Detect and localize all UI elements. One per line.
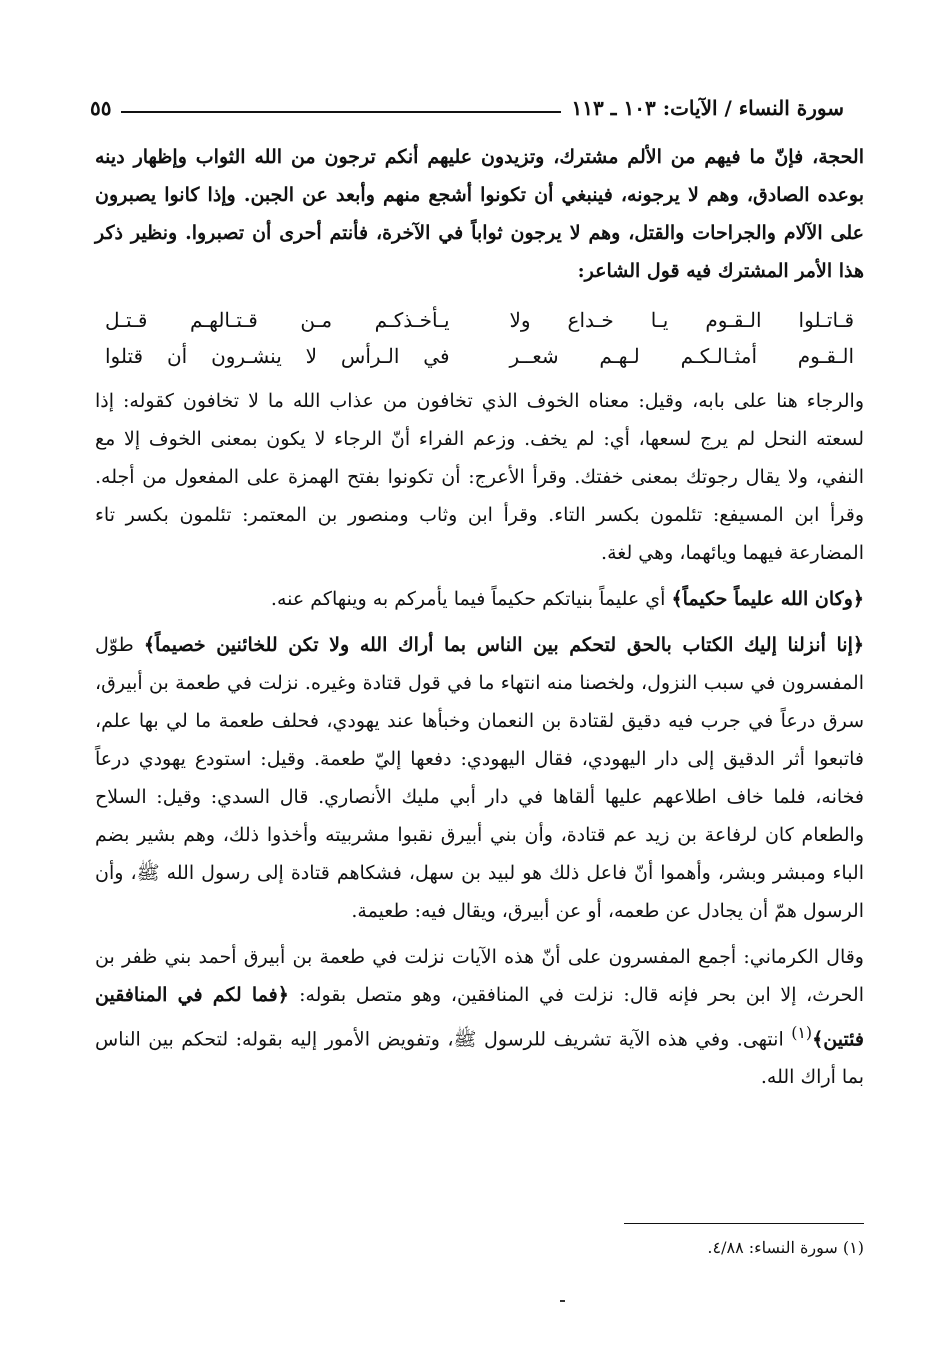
poem-line-1-first-hemistich: قـاتـلوا الـقـوم يـا خـداع ولا [509,308,854,332]
footnote-rule [624,1223,864,1224]
paragraph-4 [95,626,864,930]
page-header [90,86,844,120]
page-mark [560,1300,565,1302]
paragraph-2: والرجاء هنا على بابه، وقيل: معناه الخوف الذي تخافون من عذاب الله ما لا تخافون كقوله: إذا لسعته النحل لم يرج لسعها، أي: لم يخف. وزعم الفراء أنّ الرجاء لا يكون بمعنى الخوف إلا مع النفي، ولا يقال رجوتك بمعنى خفتك. وقرأ الأعرج: أن تكونوا بفتح الهمزة على المفعول من أجله. وقرأ ابن المسيفع: تئلمون بكسر التاء. وقرأ ابن وثاب ومنصور بن المعتمر: تئلمون بكسر تاء المضارعة فيهما ويائهما، وهي لغة. [95,390,864,564]
poem-line-2-first-hemistich: الـقـوم أمثـالـكـم لـهـم شعــر [509,344,854,368]
header-rule [121,111,561,113]
page-body [95,138,864,1096]
footnote: (١) سورة النساء: ٤/٨٨. [707,1238,864,1257]
running-title: سورة النساء / الآيات: ١٠٣ ـ ١١٣ [571,96,844,120]
poem-line-2 [105,338,854,374]
poem-line-1-second-hemistich: يـأخـذكـم مـن قـتـالهـم قـتـل [105,308,450,332]
paragraph-3-text: أي عليماً بنياتكم حكيماً فيما يأمركم به وينهاكم عنه. [270,588,672,610]
quran-verse-3: ﴿فما لكم في المنافقين فئتين﴾ [95,984,864,1051]
paragraph-1: الحجة، فإنّ ما فيهم من الألم مشترك، وتزيدون عليهم أنكم ترجون من الله الثواب وإظهار دينه بوعده الصادق، وهم لا يرجونه، فينبغي أن تكونوا أشجع منهم وأبعد عن الجبن. وإذا كانوا يصبرون على الآلام والجراحات والقتل، وهم لا يرجون ثواباً في الآخرة، فأنتم أحرى أن تصبروا. ونظير ذكر هذا الأمر المشترك فيه قول الشاعر: [95,146,864,282]
paragraph-3 [95,580,864,618]
paragraph-5-text-a: وقال الكرماني: أجمع المفسرون على أنّ هذه الآيات نزلت في طعمة بن أبيرق أحمد بني ظفر بن الحرث، إلا ابن بحر فإنه قال: نزلت في المنافقين، وهو متصل بقوله: [95,946,864,1006]
quran-verse-1: ﴿وكان الله عليماً حكيماً﴾ [671,588,864,610]
paragraph-5-text-b: انتهى. وفي هذه الآية تشريف للرسول ﷺ، وتفويض الأمور إليه بقوله: لتحكم بين الناس بما أراك الله. [95,1028,864,1089]
poem [105,302,854,374]
paragraph-5 [95,938,864,1096]
poem-line-2-second-hemistich: في الـرأس لا ينشـرون أن قتلوا [105,344,450,368]
poem-line-1 [105,302,854,338]
page-number: ٥٥ [90,96,112,120]
paragraph-4-text: طوّل المفسرون في سبب النزول، ولخصنا منه انتهاء ما في قول قتادة وغيره. نزلت في طعمة بن أبيرق، سرق درعاً في جرب فيه دقيق لقتادة بن النعمان وخبأها عند يهودي، فحلف طعمة ما لي بها علم، فاتبعوا أثر الدقيق إلى دار اليهودي، فقال اليهودي: دفعها إليّ طعمة. وقيل: استودع يهودي درعاً فخانه، فلما خاف اطلاعهم عليها ألقاها في دار أبي مليك الأنصاري. قال السدي: وقيل: السلاح والطعام كان لرفاعة بن زيد عم قتادة، وأن بني أبيرق نقبوا مشربيته وأخذوا ذلك، وهم بشير بضم الباء ومبشر وبشر، وأهموا أنّ فاعل ذلك هو لبيد بن سهل، فشكاهم قتادة إلى رسول الله ﷺ، وأن الرسول همّ أن يجادل عن طعمه، أو عن أبيرق، ويقال فيه: طعيمة. [95,634,864,922]
footnote-ref: (١) [791,1023,813,1042]
quran-verse-2: ﴿إنا أنزلنا إليك الكتاب بالحق لتحكم بين الناس بما أراك الله ولا تكن للخائنين خصيماً﴾ [143,634,864,656]
